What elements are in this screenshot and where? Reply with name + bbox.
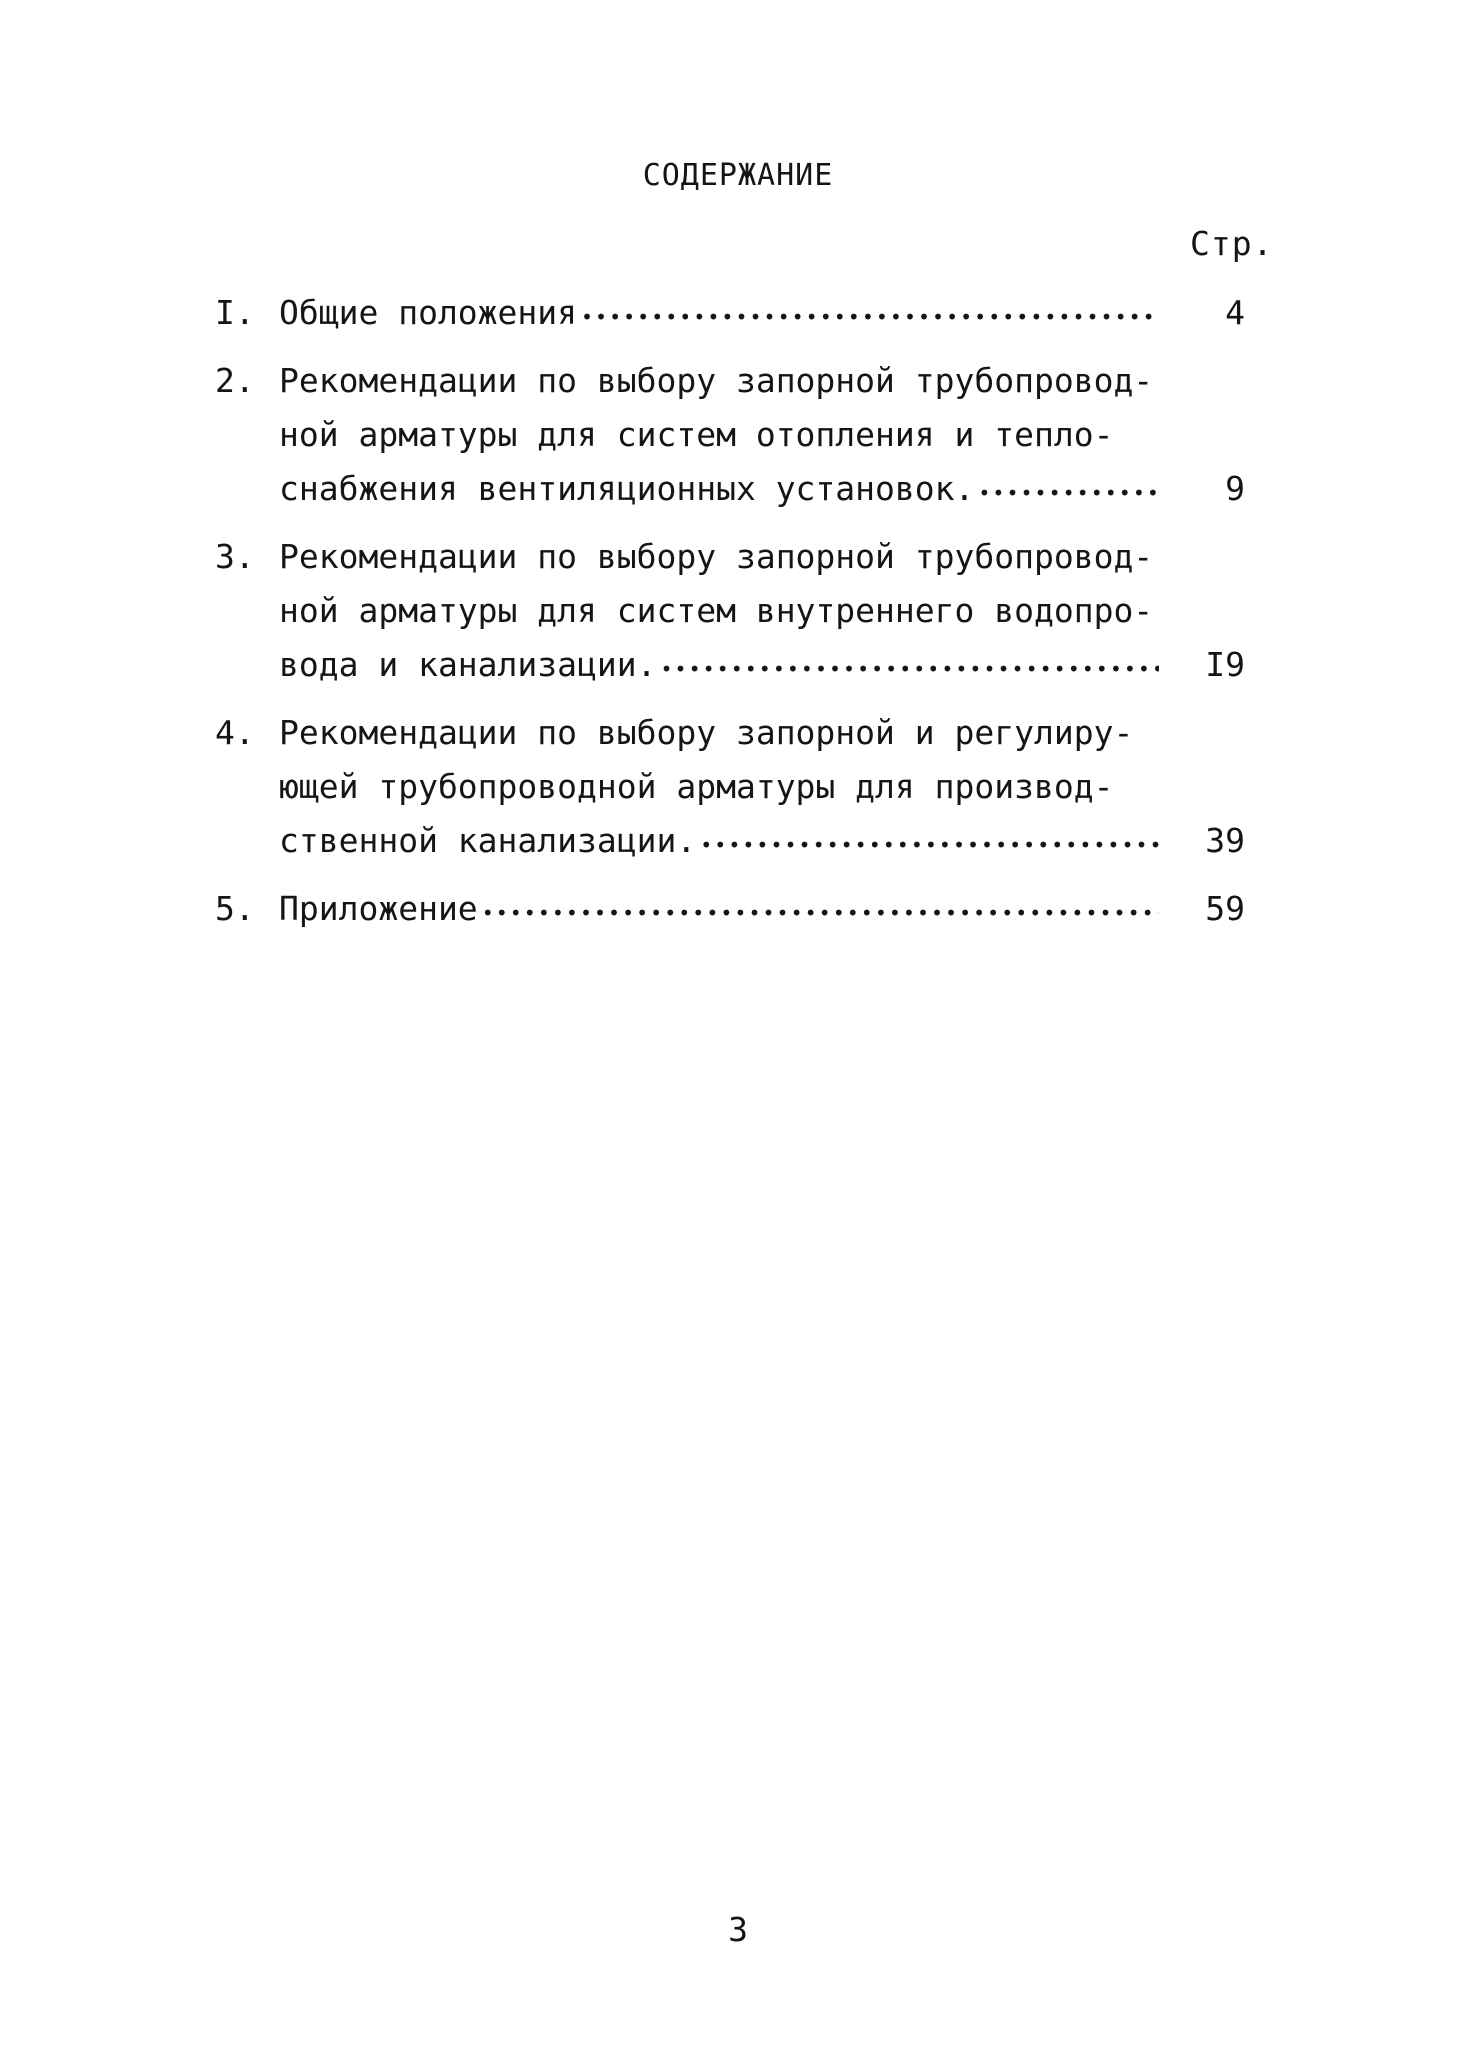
dot-leader — [661, 638, 1160, 696]
toc-entry-number: 4. — [215, 713, 255, 752]
toc-entry-line — [279, 286, 1159, 340]
toc-entry-text: ной арматуры для систем внутреннего водопро- — [279, 591, 1154, 630]
toc-entry-page: 4 — [1225, 293, 1245, 332]
toc-entry-page: 59 — [1205, 889, 1245, 928]
toc-entry-number: I. — [215, 293, 255, 332]
toc-entry-body — [279, 286, 1159, 340]
toc-entry-line — [279, 814, 1159, 868]
toc-entry-body — [279, 882, 1159, 936]
toc-entry-body — [279, 530, 1159, 692]
toc-entry-page: I9 — [1205, 645, 1245, 684]
toc-entry-text: ющей трубопроводной арматуры для производ- — [279, 767, 1114, 806]
toc-entry-text: Общие положения — [279, 293, 578, 332]
page-title: СОДЕРЖАНИЕ — [642, 158, 834, 193]
toc-entry-text: ственной канализации. — [279, 821, 697, 860]
toc-entry[interactable] — [215, 882, 1245, 936]
toc-entry-text: Рекомендации по выбору запорной трубопровод- — [279, 361, 1154, 400]
toc-entry-line — [279, 882, 1159, 936]
toc-entry-page: 9 — [1225, 469, 1245, 508]
toc-entry[interactable] — [215, 354, 1245, 516]
toc-entry-body — [279, 706, 1159, 868]
toc-entry-text: снабжения вентиляционных установок. — [279, 469, 975, 508]
page-column-header: Стр. — [1190, 224, 1274, 263]
toc-entry-text: Рекомендации по выбору запорной трубопровод- — [279, 537, 1154, 576]
toc-entry-line — [279, 462, 1159, 516]
toc-entry-number: 5. — [215, 889, 255, 928]
toc-entry-line — [279, 638, 1159, 692]
dot-leader — [581, 286, 1159, 344]
dot-leader — [700, 814, 1159, 872]
toc-entry-text: ной арматуры для систем отопления и тепло- — [279, 415, 1114, 454]
table-of-contents — [215, 286, 1245, 950]
toc-entry-number: 3. — [215, 537, 255, 576]
toc-entry[interactable] — [215, 706, 1245, 868]
dot-leader — [978, 462, 1159, 520]
toc-entry[interactable] — [215, 530, 1245, 692]
toc-entry-text: Приложение — [279, 889, 478, 928]
page-number: 3 — [728, 1910, 748, 1949]
dot-leader — [482, 882, 1159, 940]
toc-entry-text: вода и канализации. — [279, 645, 657, 684]
toc-entry-number: 2. — [215, 361, 255, 400]
toc-entry-page: 39 — [1205, 821, 1245, 860]
toc-entry[interactable] — [215, 286, 1245, 340]
toc-entry-body — [279, 354, 1159, 516]
toc-entry-text: Рекомендации по выбору запорной и регулиру- — [279, 713, 1134, 752]
